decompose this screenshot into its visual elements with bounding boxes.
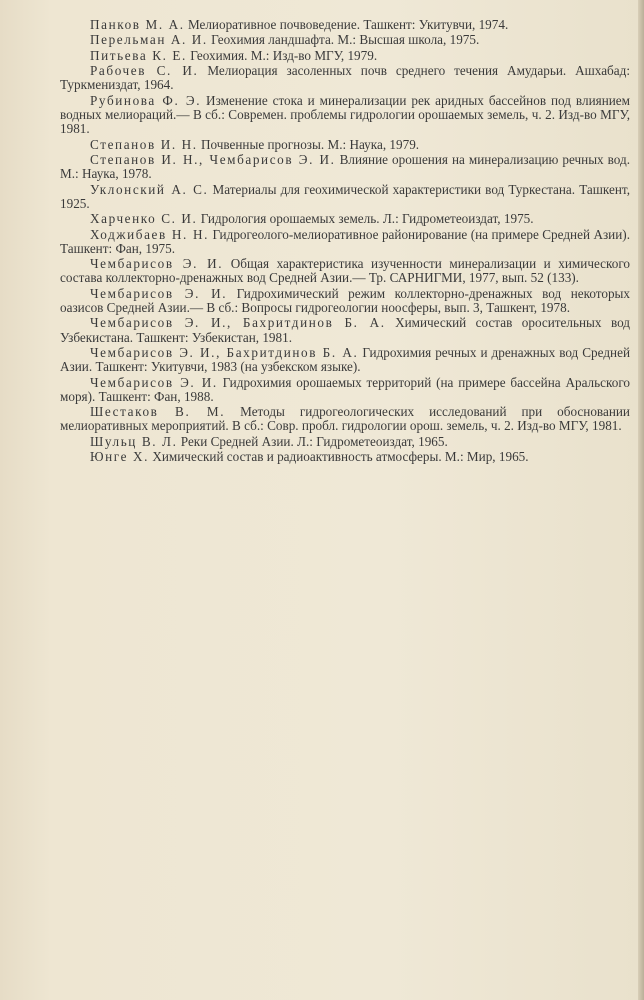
reference-text: Химический состав оросительных вод Узбекистана. Ташкент: Узбекистан, 1981.: [60, 315, 631, 345]
reference-item: [60, 256, 630, 286]
reference-entry: [60, 450, 630, 464]
reference-author: Степанов И. Н.: [90, 136, 198, 152]
reference-item: [60, 181, 630, 211]
reference-entry: [60, 153, 630, 181]
reference-item: [90, 435, 630, 449]
reference-author: Питьева К. Е.: [90, 47, 187, 63]
reference-text: Мелиоративное почвоведение. Ташкент: Укитувчи, 1974.: [187, 17, 509, 32]
reference-entry: [60, 376, 630, 404]
reference-entry: [60, 64, 630, 92]
reference-item: [90, 450, 630, 464]
reference-item: [90, 212, 630, 226]
reference-item: [90, 33, 630, 47]
reference-item: [60, 285, 630, 315]
reference-item: [90, 138, 630, 152]
reference-entry: [60, 94, 630, 137]
reference-author: Рабочев С. И.: [90, 63, 199, 79]
reference-entry: [60, 257, 630, 285]
reference-item: [60, 226, 630, 256]
reference-entry: [60, 435, 630, 449]
reference-author: Рубинова Ф. Э.: [90, 92, 202, 108]
reference-text: Материалы для геохимической характеристики вод Туркестана. Ташкент, 1925.: [60, 181, 630, 211]
reference-item: [60, 92, 631, 137]
reference-item: [60, 63, 630, 93]
page-edge: [638, 0, 644, 1000]
reference-author: Харченко С. И.: [90, 211, 198, 227]
reference-item: [60, 315, 631, 345]
reference-text: Гидрогеолого-мелиоративное районирование (на примере Средней Азии). Ташкент: Фан, 1975.: [60, 226, 630, 256]
reference-author: Чембарисов Э. И.: [90, 285, 228, 301]
reference-item: [90, 49, 630, 63]
reference-text: Гидрохимия речных и дренажных вод Средней Азии. Ташкент: Укитувчи, 1983 (на узбекском языке).: [60, 344, 630, 375]
reference-author: Степанов И. Н., Чембарисов Э. И.: [90, 151, 336, 167]
reference-entry: [60, 49, 630, 63]
reference-entry: [60, 228, 630, 256]
reference-item: [90, 18, 630, 32]
reference-text: Геохимия ландшафта. М.: Высшая школа, 1975.: [211, 32, 480, 48]
reference-entry: [60, 346, 630, 374]
reference-text: Влияние орошения на минерализацию речных вод. М.: Наука, 1978.: [60, 151, 630, 182]
reference-text: Почвенные прогнозы. М.: Наука, 1979.: [200, 136, 420, 152]
reference-entry: [60, 316, 630, 344]
reference-text: Гидрология орошаемых земель. Л.: Гидрометеоиздат, 1975.: [200, 211, 534, 227]
reference-text: Химический состав и радиоактивность атмосферы. М.: Мир, 1965.: [152, 449, 529, 465]
reference-text: Реки Средней Азии. Л.: Гидрометеоиздат, 1965.: [180, 433, 448, 449]
reference-author: Уклонский А. С.: [90, 181, 209, 197]
bibliography-list: [60, 17, 631, 465]
reference-entry: [60, 405, 630, 433]
reference-text: Методы гидрогеологических исследований при обосновании мелиоративных мероприятий. В сб.: Совр. пробл. гидрологии орош. земель, ч. 2. Изд-во МГУ, 1981.: [60, 404, 630, 434]
reference-text: Геохимия. М.: Изд-во МГУ, 1979.: [190, 47, 378, 63]
reference-item: [60, 374, 630, 404]
reference-text: Изменение стока и минерализации рек аридных бассейнов под влиянием водных мелиораций.— В сб.: Современ. проблемы гидрологии орошаемых земель, ч. 2. Изд-во МГУ, 1981.: [60, 92, 631, 137]
reference-item: [60, 344, 630, 375]
reference-item: [60, 151, 630, 182]
reference-text: Гидрохимия орошаемых территорий (на примере бассейна Аральского моря). Ташкент: Фан, 1988.: [60, 374, 630, 404]
reference-author: Чембарисов Э. И., Бахритдинов Б. А.: [90, 344, 359, 360]
reference-entry: [60, 287, 630, 315]
reference-author: Шульц В. Л.: [90, 433, 178, 449]
reference-entry: [60, 33, 630, 47]
reference-entry: [60, 212, 630, 226]
reference-author: Чембарисов Э. И., Бахритдинов Б. А.: [90, 315, 386, 331]
reference-author: Шестаков В. М.: [90, 404, 226, 420]
reference-author: Перельман А. И.: [90, 32, 208, 48]
reference-text: Гидрохимический режим коллекторно-дренажных вод некоторых оазисов Средней Азии.— В сб.: Вопросы гидрогеологии ноосферы, вып. 3, Ташкент, 1978.: [60, 285, 630, 315]
reference-text: Общая характеристика изученности минерализации и химического состава коллекторно-дренажных вод Средней Азии.— Тр. САРНИГМИ, 1977, вып. 52 (133).: [60, 256, 630, 286]
reference-item: [60, 404, 630, 434]
reference-author: Чембарисов Э. И.: [90, 374, 218, 390]
reference-author: Чембарисов Э. И.: [90, 256, 224, 272]
reference-author: Юнге Х.: [90, 449, 150, 465]
reference-entry: [60, 138, 630, 152]
reference-author: Ходжибаев Н. Н.: [90, 226, 209, 242]
reference-author: Панков М. А.: [90, 17, 185, 32]
reference-text: Мелиорация засоленных почв среднего течения Амударьи. Ашхабад: Туркмениздат, 1964.: [60, 63, 630, 93]
reference-entry: [60, 18, 630, 32]
reference-entry: [60, 183, 630, 211]
